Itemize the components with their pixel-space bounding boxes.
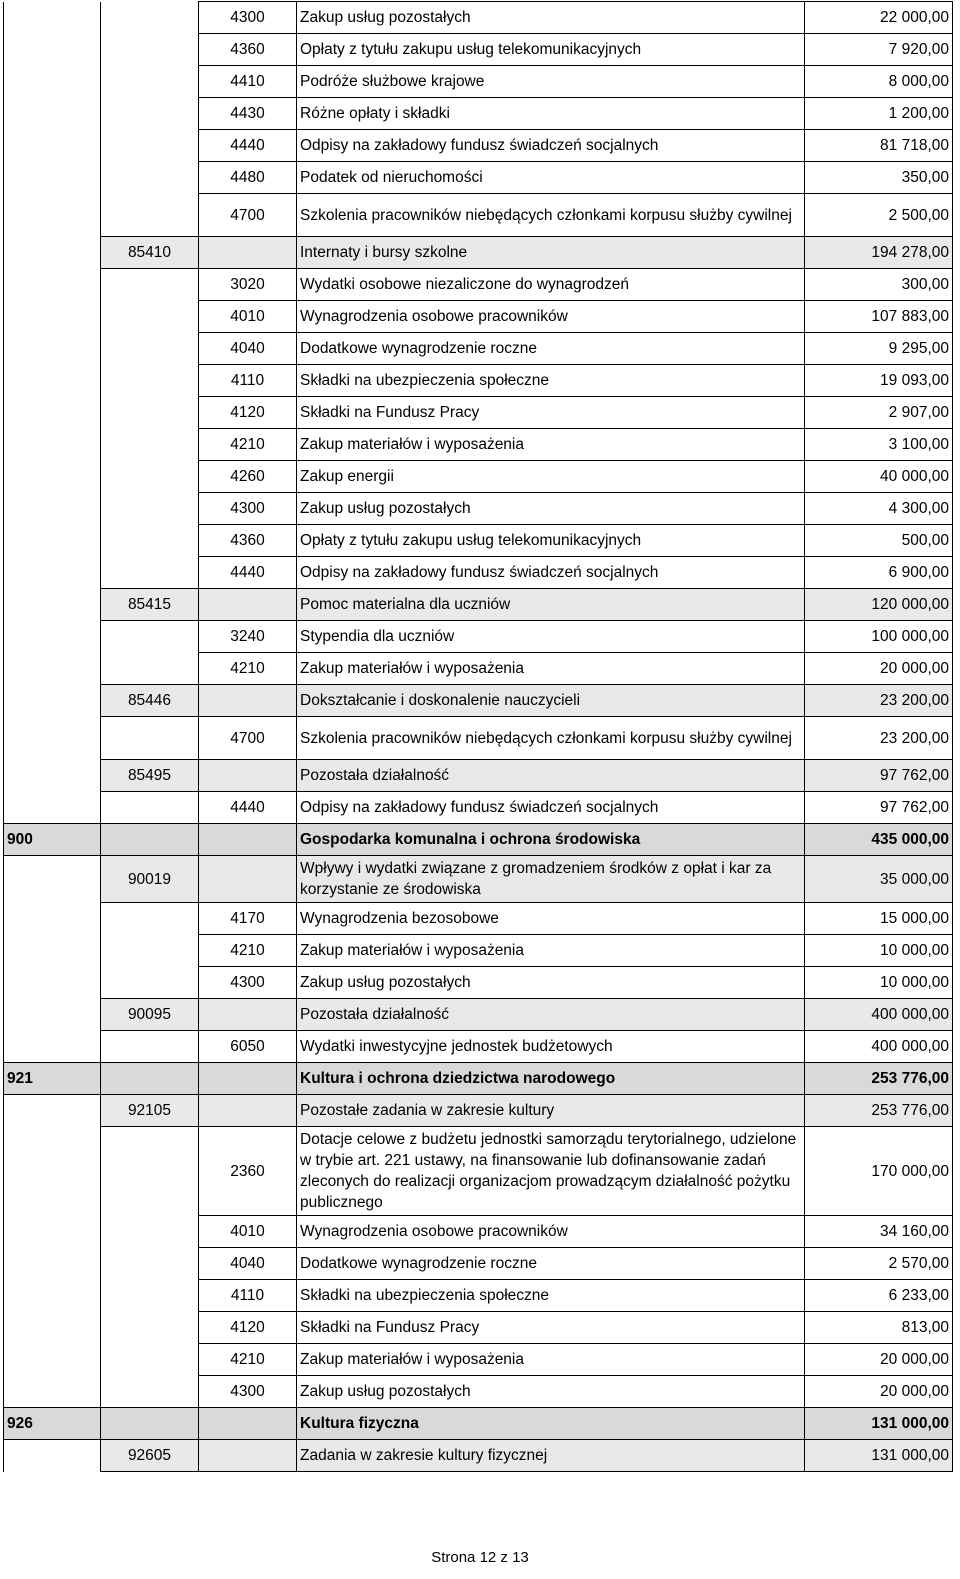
paragraf-code-cell: 4700 [199,717,297,760]
empty-cell [101,621,199,653]
dzial-row [4,824,953,856]
paragraf-code-cell: 4260 [199,461,297,493]
paragraf-code-cell: 4440 [199,557,297,589]
item-name-cell: Wydatki osobowe niezaliczone do wynagrodzeń [297,269,805,301]
item-name-cell: Szkolenia pracowników niebędących członkami korpusu służby cywilnej [297,717,805,760]
item-name-cell: Zakup usług pozostałych [297,1376,805,1408]
empty-cell [101,935,199,967]
item-name-cell: Wydatki inwestycyjne jednostek budżetowych [297,1031,805,1063]
empty-cell [4,237,101,269]
rozdzial-row [4,856,953,903]
paragraf-row [4,792,953,824]
amount-cell: 100 000,00 [805,621,953,653]
empty-cell [4,557,101,589]
empty-cell [199,999,297,1031]
paragraf-code-cell: 4210 [199,653,297,685]
empty-cell [4,301,101,333]
paragraf-code-cell: 4440 [199,130,297,162]
amount-cell: 253 776,00 [805,1095,953,1127]
empty-cell [4,792,101,824]
empty-cell [101,653,199,685]
paragraf-row [4,66,953,98]
rozdzial-row [4,760,953,792]
amount-cell: 35 000,00 [805,856,953,903]
amount-cell: 107 883,00 [805,301,953,333]
item-name-cell: Wynagrodzenia bezosobowe [297,903,805,935]
rozdzial-code-cell: 90019 [101,856,199,903]
item-name-cell: Składki na Fundusz Pracy [297,397,805,429]
paragraf-code-cell: 4210 [199,429,297,461]
amount-cell: 7 920,00 [805,34,953,66]
amount-cell: 4 300,00 [805,493,953,525]
amount-cell: 813,00 [805,1312,953,1344]
empty-cell [101,717,199,760]
empty-cell [101,301,199,333]
empty-cell [199,1408,297,1440]
amount-cell: 350,00 [805,162,953,194]
empty-cell [101,461,199,493]
rozdzial-row [4,1095,953,1127]
dzial-code-cell: 921 [4,1063,101,1095]
paragraf-code-cell: 4410 [199,66,297,98]
empty-cell [101,1376,199,1408]
paragraf-row [4,903,953,935]
paragraf-row [4,461,953,493]
item-name-cell: Wynagrodzenia osobowe pracowników [297,301,805,333]
paragraf-code-cell: 4110 [199,365,297,397]
empty-cell [4,653,101,685]
rozdzial-code-cell: 85415 [101,589,199,621]
paragraf-row [4,333,953,365]
paragraf-row [4,397,953,429]
amount-cell: 253 776,00 [805,1063,953,1095]
empty-cell [199,824,297,856]
amount-cell: 120 000,00 [805,589,953,621]
empty-cell [4,34,101,66]
rozdzial-row [4,237,953,269]
empty-cell [4,397,101,429]
empty-cell [101,162,199,194]
empty-cell [101,1063,199,1095]
amount-cell: 81 718,00 [805,130,953,162]
paragraf-row [4,621,953,653]
empty-cell [4,1376,101,1408]
empty-cell [101,1280,199,1312]
empty-cell [199,1063,297,1095]
paragraf-code-cell: 4300 [199,493,297,525]
empty-cell [4,935,101,967]
item-name-cell: Pozostała działalność [297,760,805,792]
empty-cell [101,1408,199,1440]
paragraf-code-cell: 2360 [199,1127,297,1216]
item-name-cell: Pozostałe zadania w zakresie kultury [297,1095,805,1127]
empty-cell [199,1440,297,1472]
rozdzial-row [4,999,953,1031]
paragraf-code-cell: 4300 [199,967,297,999]
item-name-cell: Dokształcanie i doskonalenie nauczycieli [297,685,805,717]
item-name-cell: Zakup usług pozostałych [297,493,805,525]
item-name-cell: Zakup materiałów i wyposażenia [297,935,805,967]
amount-cell: 20 000,00 [805,1376,953,1408]
rozdzial-code-cell: 92605 [101,1440,199,1472]
paragraf-code-cell: 4700 [199,194,297,237]
paragraf-row [4,1248,953,1280]
empty-cell [4,1031,101,1063]
paragraf-row [4,301,953,333]
item-name-cell: Pozostała działalność [297,999,805,1031]
paragraf-code-cell: 4360 [199,34,297,66]
empty-cell [101,557,199,589]
amount-cell: 131 000,00 [805,1408,953,1440]
amount-cell: 34 160,00 [805,1216,953,1248]
rozdzial-row [4,1440,953,1472]
paragraf-row [4,269,953,301]
dzial-row [4,1063,953,1095]
rozdzial-code-cell: 85495 [101,760,199,792]
amount-cell: 300,00 [805,269,953,301]
item-name-cell: Podatek od nieruchomości [297,162,805,194]
empty-cell [101,130,199,162]
rozdzial-code-cell: 85446 [101,685,199,717]
empty-cell [4,525,101,557]
item-name-cell: Dodatkowe wynagrodzenie roczne [297,1248,805,1280]
empty-cell [199,1095,297,1127]
empty-cell [101,1031,199,1063]
amount-cell: 40 000,00 [805,461,953,493]
amount-cell: 19 093,00 [805,365,953,397]
empty-cell [101,1127,199,1216]
item-name-cell: Składki na Fundusz Pracy [297,1312,805,1344]
paragraf-code-cell: 4480 [199,162,297,194]
paragraf-row [4,653,953,685]
empty-cell [101,98,199,130]
amount-cell: 15 000,00 [805,903,953,935]
paragraf-row [4,429,953,461]
item-name-cell: Opłaty z tytułu zakupu usług telekomunikacyjnych [297,34,805,66]
empty-cell [4,461,101,493]
empty-cell [4,333,101,365]
paragraf-row [4,1344,953,1376]
amount-cell: 97 762,00 [805,760,953,792]
empty-cell [4,589,101,621]
paragraf-row [4,717,953,760]
item-name-cell: Dotacje celowe z budżetu jednostki samorządu terytorialnego, udzielone w trybie art. 221 ustawy, na finansowanie lub dofinansowanie zadań zleconych do realizacji organizacjom prowadzącym działalność pożytku publicznego [297,1127,805,1216]
paragraf-code-cell: 4010 [199,301,297,333]
amount-cell: 2 500,00 [805,194,953,237]
amount-cell: 9 295,00 [805,333,953,365]
empty-cell [101,365,199,397]
amount-cell: 6 233,00 [805,1280,953,1312]
paragraf-code-cell: 4040 [199,1248,297,1280]
paragraf-row [4,1127,953,1216]
amount-cell: 20 000,00 [805,1344,953,1376]
item-name-cell: Zakup usług pozostałych [297,2,805,34]
empty-cell [4,162,101,194]
paragraf-row [4,162,953,194]
paragraf-code-cell: 4110 [199,1280,297,1312]
amount-cell: 1 200,00 [805,98,953,130]
paragraf-row [4,2,953,34]
paragraf-row [4,1376,953,1408]
empty-cell [199,856,297,903]
paragraf-code-cell: 4430 [199,98,297,130]
empty-cell [4,194,101,237]
empty-cell [4,2,101,34]
item-name-cell: Odpisy na zakładowy fundusz świadczeń socjalnych [297,792,805,824]
item-name-cell: Zakup energii [297,461,805,493]
paragraf-row [4,365,953,397]
amount-cell: 10 000,00 [805,935,953,967]
item-name-cell: Kultura i ochrona dziedzictwa narodowego [297,1063,805,1095]
paragraf-row [4,130,953,162]
item-name-cell: Zakup materiałów i wyposażenia [297,653,805,685]
empty-cell [101,1312,199,1344]
empty-cell [4,1312,101,1344]
paragraf-code-cell: 4040 [199,333,297,365]
paragraf-code-cell: 4210 [199,935,297,967]
amount-cell: 170 000,00 [805,1127,953,1216]
empty-cell [101,1344,199,1376]
item-name-cell: Zakup usług pozostałych [297,967,805,999]
amount-cell: 97 762,00 [805,792,953,824]
empty-cell [4,1280,101,1312]
empty-cell [4,760,101,792]
amount-cell: 194 278,00 [805,237,953,269]
item-name-cell: Szkolenia pracowników niebędących członkami korpusu służby cywilnej [297,194,805,237]
item-name-cell: Odpisy na zakładowy fundusz świadczeń socjalnych [297,130,805,162]
empty-cell [101,397,199,429]
paragraf-row [4,194,953,237]
item-name-cell: Składki na ubezpieczenia społeczne [297,1280,805,1312]
paragraf-code-cell: 3240 [199,621,297,653]
paragraf-row [4,1280,953,1312]
paragraf-code-cell: 4170 [199,903,297,935]
item-name-cell: Pomoc materialna dla uczniów [297,589,805,621]
paragraf-code-cell: 4120 [199,397,297,429]
amount-cell: 131 000,00 [805,1440,953,1472]
empty-cell [101,525,199,557]
paragraf-row [4,525,953,557]
item-name-cell: Podróże służbowe krajowe [297,66,805,98]
paragraf-code-cell: 4210 [199,1344,297,1376]
dzial-code-cell: 926 [4,1408,101,1440]
amount-cell: 10 000,00 [805,967,953,999]
empty-cell [4,269,101,301]
amount-cell: 20 000,00 [805,653,953,685]
empty-cell [199,589,297,621]
paragraf-code-cell: 3020 [199,269,297,301]
empty-cell [4,999,101,1031]
empty-cell [4,429,101,461]
paragraf-code-cell: 4360 [199,525,297,557]
item-name-cell: Różne opłaty i składki [297,98,805,130]
paragraf-code-cell: 4010 [199,1216,297,1248]
rozdzial-row [4,589,953,621]
rozdzial-code-cell: 92105 [101,1095,199,1127]
amount-cell: 3 100,00 [805,429,953,461]
empty-cell [101,1216,199,1248]
budget-table [3,1,953,1472]
rozdzial-code-cell: 85410 [101,237,199,269]
paragraf-row [4,34,953,66]
item-name-cell: Zadania w zakresie kultury fizycznej [297,1440,805,1472]
paragraf-code-cell: 4300 [199,1376,297,1408]
item-name-cell: Zakup materiałów i wyposażenia [297,429,805,461]
paragraf-code-cell: 6050 [199,1031,297,1063]
paragraf-row [4,98,953,130]
empty-cell [101,269,199,301]
paragraf-code-cell: 4120 [199,1312,297,1344]
empty-cell [4,365,101,397]
empty-cell [101,1248,199,1280]
item-name-cell: Odpisy na zakładowy fundusz świadczeń socjalnych [297,557,805,589]
item-name-cell: Gospodarka komunalna i ochrona środowiska [297,824,805,856]
empty-cell [101,792,199,824]
paragraf-row [4,1312,953,1344]
empty-cell [4,66,101,98]
amount-cell: 6 900,00 [805,557,953,589]
amount-cell: 2 907,00 [805,397,953,429]
item-name-cell: Składki na ubezpieczenia społeczne [297,365,805,397]
budget-table-body [4,2,953,1472]
item-name-cell: Opłaty z tytułu zakupu usług telekomunikacyjnych [297,525,805,557]
empty-cell [101,333,199,365]
rozdzial-code-cell: 90095 [101,999,199,1031]
amount-cell: 2 570,00 [805,1248,953,1280]
empty-cell [4,967,101,999]
empty-cell [4,856,101,903]
paragraf-row [4,935,953,967]
empty-cell [101,34,199,66]
dzial-row [4,1408,953,1440]
empty-cell [199,237,297,269]
empty-cell [4,493,101,525]
item-name-cell: Zakup materiałów i wyposażenia [297,1344,805,1376]
empty-cell [4,717,101,760]
amount-cell: 22 000,00 [805,2,953,34]
amount-cell: 435 000,00 [805,824,953,856]
empty-cell [101,2,199,34]
paragraf-row [4,493,953,525]
empty-cell [101,66,199,98]
paragraf-code-cell: 4300 [199,2,297,34]
paragraf-row [4,1216,953,1248]
empty-cell [4,1216,101,1248]
item-name-cell: Kultura fizyczna [297,1408,805,1440]
rozdzial-row [4,685,953,717]
item-name-cell: Dodatkowe wynagrodzenie roczne [297,333,805,365]
dzial-code-cell: 900 [4,824,101,856]
empty-cell [199,760,297,792]
paragraf-row [4,557,953,589]
empty-cell [4,130,101,162]
amount-cell: 8 000,00 [805,66,953,98]
paragraf-row [4,1031,953,1063]
empty-cell [101,493,199,525]
item-name-cell: Internaty i bursy szkolne [297,237,805,269]
empty-cell [4,1095,101,1127]
paragraf-code-cell: 4440 [199,792,297,824]
empty-cell [4,1440,101,1472]
empty-cell [101,903,199,935]
empty-cell [101,429,199,461]
paragraf-row [4,967,953,999]
amount-cell: 400 000,00 [805,999,953,1031]
empty-cell [101,194,199,237]
amount-cell: 400 000,00 [805,1031,953,1063]
empty-cell [4,1344,101,1376]
amount-cell: 23 200,00 [805,717,953,760]
page-number: Strona 12 z 13 [431,1549,529,1566]
amount-cell: 500,00 [805,525,953,557]
empty-cell [4,685,101,717]
item-name-cell: Wynagrodzenia osobowe pracowników [297,1216,805,1248]
empty-cell [199,685,297,717]
amount-cell: 23 200,00 [805,685,953,717]
empty-cell [101,824,199,856]
empty-cell [4,621,101,653]
empty-cell [4,1248,101,1280]
empty-cell [4,1127,101,1216]
empty-cell [4,98,101,130]
empty-cell [101,967,199,999]
item-name-cell: Stypendia dla uczniów [297,621,805,653]
empty-cell [4,903,101,935]
item-name-cell: Wpływy i wydatki związane z gromadzeniem środków z opłat i kar za korzystanie ze środowiska [297,856,805,903]
